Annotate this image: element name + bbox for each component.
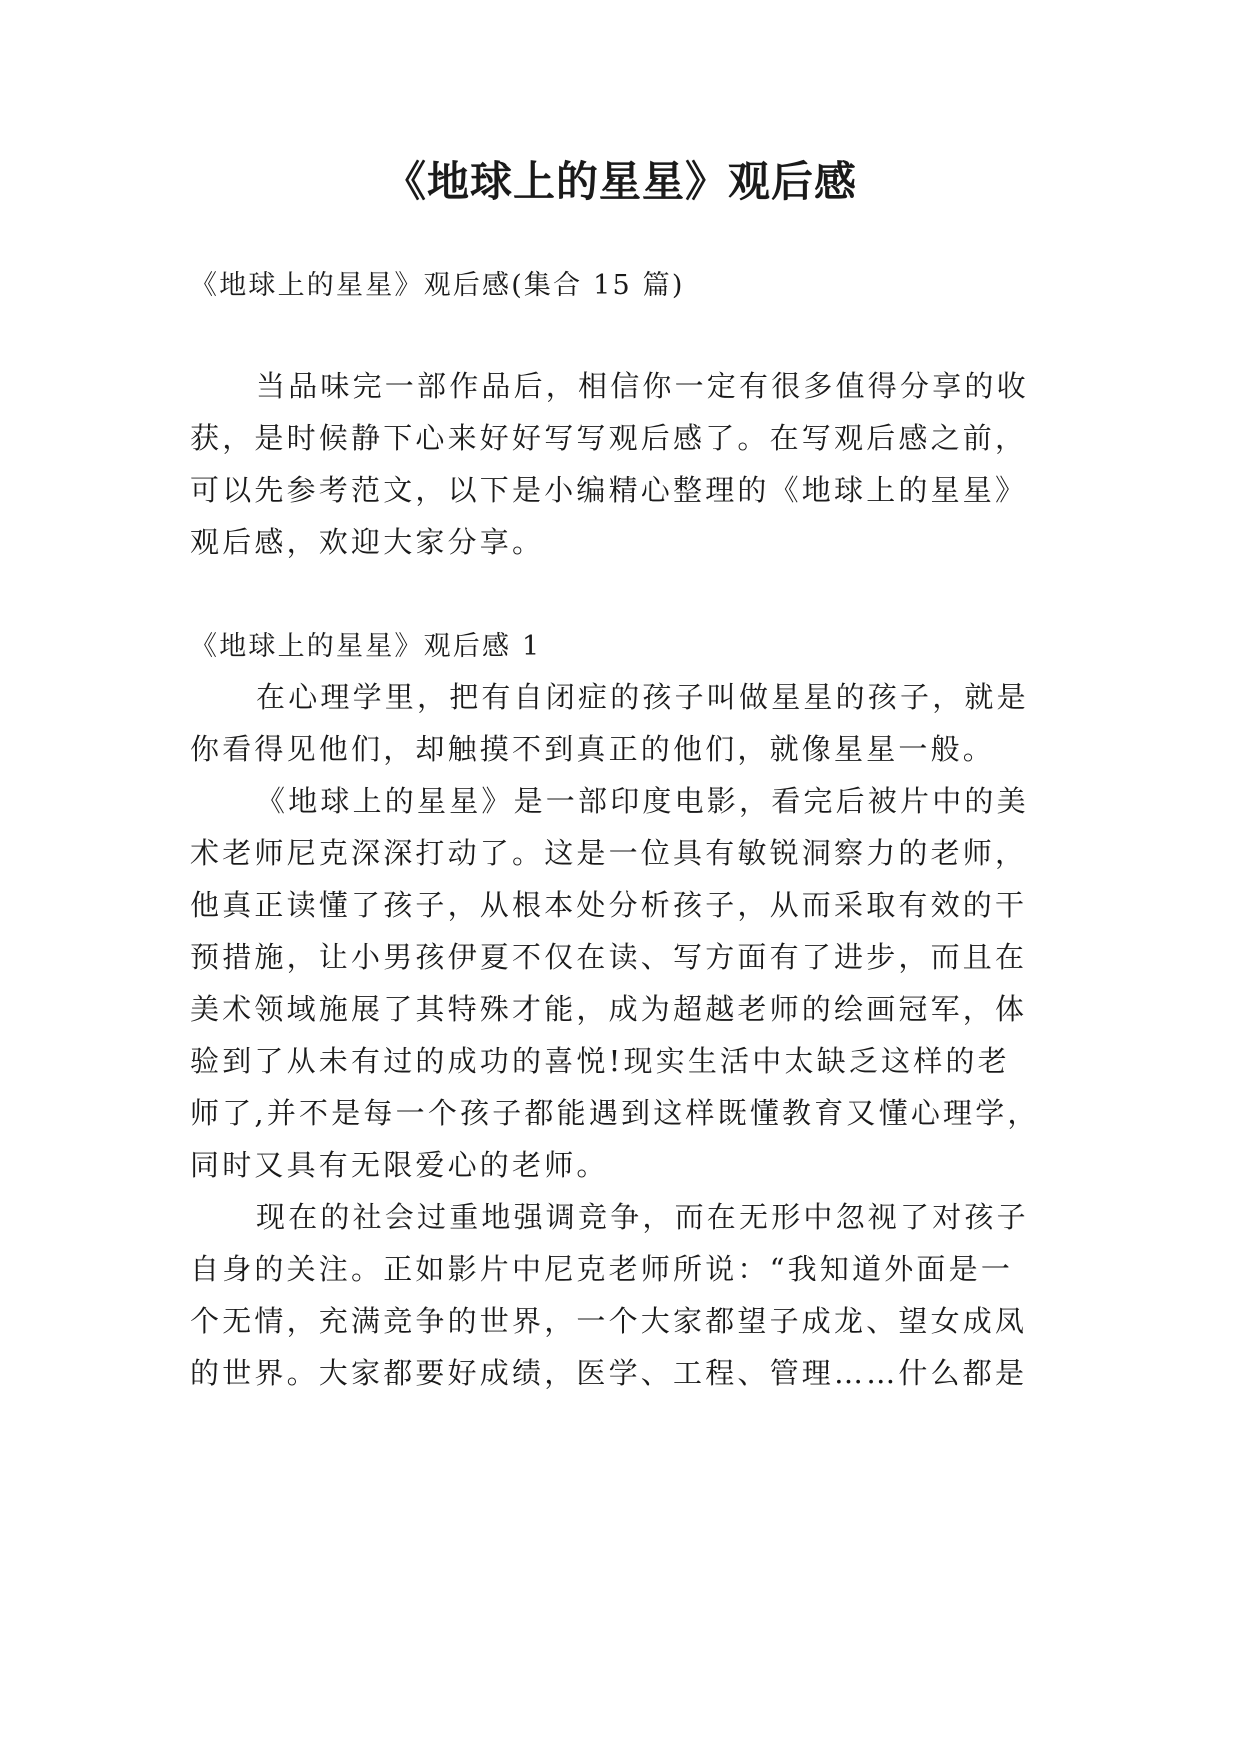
section-heading: 《地球上的星星》观后感 1 bbox=[190, 631, 542, 662]
para2-line-4: 预措施，让小男孩伊夏不仅在读、写方面有了进步，而且在 bbox=[190, 940, 1028, 974]
para2-line-1: 《地球上的星星》是一部印度电影，看完后被片中的美 bbox=[256, 784, 1029, 818]
para1-line-1: 在心理学里，把有自闭症的孩子叫做星星的孩子，就是 bbox=[256, 680, 1029, 714]
document-subtitle: 《地球上的星星》观后感(集合 15 篇) bbox=[190, 270, 685, 301]
para3-line-1: 现在的社会过重地强调竞争，而在无形中忽视了对孩子 bbox=[256, 1200, 1029, 1234]
para2-line-5: 美术领域施展了其特殊才能，成为超越老师的绘画冠军，体 bbox=[190, 992, 1028, 1026]
para2-line-2: 术老师尼克深深打动了。这是一位具有敏锐洞察力的老师， bbox=[190, 836, 1028, 870]
para2-line-3: 他真正读懂了孩子，从根本处分析孩子，从而采取有效的干 bbox=[190, 888, 1028, 922]
intro-line-2: 获，是时候静下心来好好写写观后感了。在写观后感之前， bbox=[190, 421, 1028, 455]
para3-line-2: 自身的关注。正如影片中尼克老师所说：“我知道外面是一 bbox=[190, 1252, 1014, 1286]
para2-line-8: 同时又具有无限爱心的老师。 bbox=[190, 1148, 609, 1182]
intro-line-1: 当品味完一部作品后，相信你一定有很多值得分享的收 bbox=[256, 369, 1029, 403]
intro-line-4: 观后感，欢迎大家分享。 bbox=[190, 525, 545, 559]
document-title: 《地球上的星星》观后感 bbox=[383, 157, 857, 206]
para3-line-3: 个无情，充满竞争的世界，一个大家都望子成龙、望女成凤 bbox=[190, 1304, 1028, 1338]
para2-line-6: 验到了从未有过的成功的喜悦!现实生活中太缺乏这样的老 bbox=[190, 1044, 1010, 1078]
para2-line-7: 师了,并不是每一个孩子都能遇到这样既懂教育又懂心理学， bbox=[190, 1096, 1040, 1130]
para3-line-4: 的世界。大家都要好成绩，医学、工程、管理……什么都是 bbox=[190, 1356, 1028, 1390]
para1-line-2: 你看得见他们，却触摸不到真正的他们，就像星星一般。 bbox=[190, 732, 996, 766]
intro-line-3: 可以先参考范文，以下是小编精心整理的《地球上的星星》 bbox=[190, 473, 1028, 507]
